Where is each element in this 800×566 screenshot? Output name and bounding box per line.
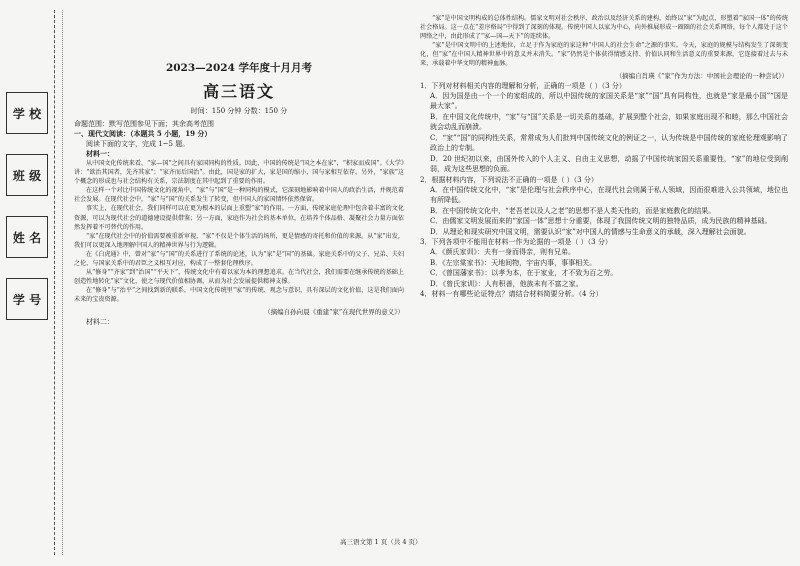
page-footer: 高三语文第 1 页（共 4 页） xyxy=(340,538,422,546)
question-1-option-d: D．20 世纪初以来，由国外传入的个人主义、自由主义思想，动摇了中国传统家国关系重要性，“家”的地位受到削弱，成为这些思想的负面。 xyxy=(430,154,788,174)
student-id-box: 学 号 xyxy=(6,278,48,320)
exam-title: 2023—2024 学年度十月月考 xyxy=(165,62,313,74)
passage-paragraph: “家”是中国文明构成的总体性结构。儒家文明对社会秩序、政治以及经济关系的建构，始终以“家”为起点，形塑着“家国一体”的传统社会格局。这一点在“差序格局”中得到了深刻的体现。传统中国人以家为中心，向外推展形成一圈圈的社会关系网络，每个人都处于这个网络之中，由此形成了“家—国—天下”的连续体。 xyxy=(420,15,788,41)
question-3-option-d: D．《曾氏家训》：人有积善，他族未有不富之家。 xyxy=(430,279,583,288)
name-box: 姓 名 xyxy=(6,216,48,258)
school-box: 学 校 xyxy=(6,92,48,134)
material2-label: 材料二： xyxy=(86,317,114,326)
binding-line xyxy=(54,10,55,555)
passage-paragraph: 从“修身”“齐家”到“治国”“平天下”，传统文化中有着以家为本的理想追求。在当代社会，我们需要在继承传统的基础上创造性地转化“家”文化，使之与现代价值相协调，从而为社会发展提供精神支撑。 xyxy=(74,269,404,286)
exam-scope: 命题范围：默写范围参见下面；其余高考范围 xyxy=(74,120,214,128)
student-info-strip xyxy=(6,92,52,340)
source-citation: （摘编自孙向晨《重建“家”在现代世界的意义》） xyxy=(264,307,404,316)
question-3-option-b: B．《左宗棠家书》：天地间物，宇宙内事，事事相关。 xyxy=(430,258,597,267)
class-box: 班 级 xyxy=(6,154,48,196)
question-1-option-c: C．“家”“国”的同构性关系，常常成为人们批判中国传统文化的例证之一，认为传统是中国传统的家庭伦理观影响了政治上的专制。 xyxy=(430,133,788,153)
passage-paragraph: “家”是中国文明中的上述地位，立足于作为家庭的家这种“中国人的社会生命”之源的事实。今天，家庭的规模与结构发生了深刻变化，但“家”在中国人精神世界中的意义并未消失。“家”仍然是个体获得情感支持、价值认同和生活意义的重要来源，它连接着过去与未来，承载着中华文明的精神血脉。 xyxy=(420,42,788,68)
question-2-option-c: C．由儒家文明发展而来的“家国一体”思想十分重要，体现了我国传统文明的独特品质，成为民族的精神基础。 xyxy=(430,217,772,226)
binding-line-inner xyxy=(62,10,63,555)
question-4-stem: 4．材料一有哪些论证特点？请结合材料简要分析。（4 分） xyxy=(420,290,603,299)
question-2-stem: 2．根据材料内容，下列说法不正确的一项是（ ）（3 分） xyxy=(420,175,598,184)
passage-paragraph: 在《白虎通》中，曾对“家”与“国”的关系进行了系统的论述，认为“家”是“国”的基础。家庭关系中的父子、兄弟、夫妇之伦，与国家关系中的君臣之义相互对应，构成了一整套伦理秩序。 xyxy=(74,250,404,268)
left-column xyxy=(74,60,404,327)
passage-paragraph: “家”在现代社会中的价值需要被重新审视，“家”不仅是个体生活的场所，更是情感的寄托和价值的来源。从“家”出发，我们可以更深入地理解中国人的精神世界与行为逻辑。 xyxy=(74,232,404,249)
question-3-option-c: C．《曾国藩家书》：以孝为本，在于家业，才不致为百之劳。 xyxy=(430,269,618,278)
question-3-stem: 3．下列各项中不能用在材料一作为论据的一项是（ ）（3 分） xyxy=(420,238,612,247)
question-1-option-b: B．在中国文化传统中，“家”与“国”关系是一切关系的基础，扩展到整个社会，如果家庭出现不和睦，那么中国社会就会动乱而崩溃。 xyxy=(430,112,788,132)
passage-paragraph: 从中国文化传统来看，“家—国”之间具有家国同构的性质。因此，中国的传统是“国之本在家”，“积家而成国”。《大学》讲：“欲治其国者，先齐其家”；“家齐而后国治”。由此，国是家的扩大，家是国的缩小，国与家相互依存。另外，“家族”这个概念的形成也与社会结构有关系，宗法制度在其中起到了重要的作用。 xyxy=(74,160,404,186)
subject-title: 高三语文 xyxy=(202,82,275,101)
instruction: 阅读下面的文字，完成 1~5 题。 xyxy=(86,140,190,148)
question-2-option-b: B．在中国传统文化中，“老吾老以及人之老”的思想不是人类天性的，而是家庭教化的结果。 xyxy=(430,206,716,215)
right-column xyxy=(420,14,788,299)
source-citation: （摘编自肖瑛《“家”作为方法：中国社会理论的一种尝试》） xyxy=(615,71,788,80)
time-score: 时间：150 分钟 分数：150 分 xyxy=(190,107,288,115)
question-2-option-d: D．从理论和现实研究中国文明，需要认识“家”对中国人的情感与生命意义的承载，深入理解社会面貌。 xyxy=(430,227,751,236)
material1-label: 材料一： xyxy=(86,149,114,158)
section-heading: 一、现代文阅读：（本题共 5 小题，19 分） xyxy=(74,129,212,138)
question-2-option-a: A．在中国传统文化中，“家”是伦理与社会秩序中心，在现代社会则属于私人领域，因而很难进入公共领域，地位也有所降低。 xyxy=(430,185,788,205)
passage-paragraph: 事实上，在现代社会，我们同样可以在更为根本的层面上重塑“家”的作用。一方面，传统家庭伦理中包含着丰富的文化资源，可以为现代社会的道德建设提供借鉴；另一方面，家庭作为社会的基本单位，在培养个体品格、凝聚社会力量方面依然发挥着不可替代的作用。 xyxy=(74,205,404,231)
question-3-option-a: A．《颜氏家训》：夫有一身而得亲，则有兄弟。 xyxy=(430,248,576,257)
passage-paragraph: 在这样一个对比中国传统文化的视角中，“家”与“国”是一种同构的模式，它深刻地影响着中国人的政治生活，并规范着社会发展。在现代社会中，“家”与“国”的关系发生了转变，但中国人的家国情怀依然保留。 xyxy=(74,187,404,204)
question-1-stem: 1．下列对材料相关内容的理解和分析，正确的一项是（ ）（3 分） xyxy=(420,81,626,90)
question-1-option-a: A．因为国是由一个一个的家组成的，所以中国传统的家国关系是“家”“国”具有同构性，也就是“家是最小国”“国是最大家”。 xyxy=(430,91,788,111)
passage-paragraph: 在“修身”与“治平”之间找到新的联系，中国文化传统里“家”的传统、观念与意识，具有深层的文化价值，这是我们面向未来的宝贵资源。 xyxy=(74,287,404,304)
